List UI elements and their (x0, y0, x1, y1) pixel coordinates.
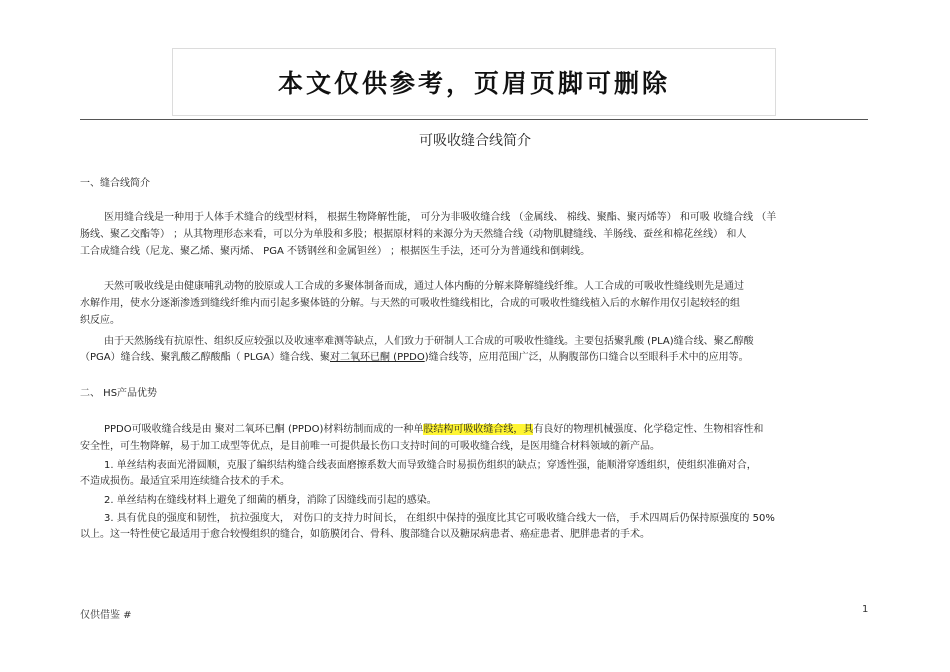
section-heading-1: 一、缝合线简介 (80, 178, 150, 189)
paragraph-line: 织反应。 (80, 315, 120, 326)
paragraph-line (80, 351, 870, 364)
section-heading-2: 二、 HS产品优势 (80, 388, 158, 399)
text-run: PPDO可吸收缝合线是由 聚对二氧环已酮 (PPDO)材料纺制而成的一种单 (104, 424, 424, 435)
header-rule (80, 119, 868, 120)
paragraph-line: 安全性，可生物降解，易于加工成型等优点，是目前唯一可提供最长伤口支持时间的可吸收缝合线，是医用缝合材料领域的新产品。 (80, 441, 660, 452)
footer-note: 仅供借鉴 # (80, 610, 132, 621)
paragraph-line: 肠线、聚乙交酯等） ；从其物理形态来看，可以分为单股和多股；根据原材料的来源分为天然缝合线（动物肌腱缝线、羊肠线、蚕丝和棉花丝线） 和人 (80, 229, 747, 240)
header-banner (172, 48, 776, 116)
text-run: （PGA）缝合线、聚乳酸乙醇酸酯（ PLGA）缝合线、聚 (80, 352, 330, 363)
list-item: 2. 单丝结构在缝线材料上避免了细菌的栖身，消除了因缝线而引起的感染。 (104, 495, 437, 506)
highlighted-text: 股结构可吸收缝合线，具 (423, 424, 534, 435)
text-run: )缝合线等，应用范围广泛，从胸腹部伤口缝合以至眼科手术中的应用等。 (424, 352, 749, 363)
page-number: 1 (862, 604, 869, 615)
underlined-text: 对二氧环已酮 (PPDO (330, 352, 425, 363)
paragraph-line: 天然可吸收线是由健康哺乳动物的胶原或人工合成的多聚体制备而成，通过人体内酶的分解来降解缝线纤维。人工合成的可吸收性缝线则先是通过 (104, 281, 744, 292)
paragraph-line: 由于天然肠线有抗原性、组织反应较强以及收速率难测等缺点，人们致力于研制人工合成的可吸收性缝线。主要包括聚乳酸 (PLA)缝合线、聚乙醇酸 (104, 336, 754, 347)
list-item: 不造成损伤。最适宜采用连续缝合技术的手术。 (80, 476, 290, 487)
list-item: 1. 单丝结构表面光滑圆顺，克服了编织结构缝合线表面磨擦系数大而导致缝合时易损伤组织的缺点；穿透性强，能顺滑穿透组织，使组织准确对合， (104, 460, 757, 471)
paragraph-line: 医用缝合线是一种用于人体手术缝合的线型材料， 根据生物降解性能， 可分为非吸收缝合线 （金属线、 棉线、聚酯、聚丙烯等） 和可吸 收缝合线 （羊 (104, 212, 777, 223)
list-item: 以上。这一特性使它最适用于愈合较慢组织的缝合，如筋膜闭合、骨科、腹部缝合以及糖尿病患者、癌症患者、肥胖患者的手术。 (80, 529, 650, 540)
paragraph-line: 水解作用，使水分逐渐渗透到缝线纤维内而引起多聚体链的分解。与天然的可吸收性缝线相比，合成的可吸收性缝线植入后的水解作用仅引起较轻的组 (80, 298, 740, 309)
text-run: 有良好的物理机械强度、化学稳定性、生物相容性和 (533, 424, 764, 435)
document-title: 可吸收缝合线简介 (419, 133, 531, 149)
paragraph-line: 工合成缝合线（尼龙、聚乙烯、聚丙烯、 PGA 不锈钢丝和金属钽丝） ；根据医生手法，还可分为普通线和倒刺线。 (80, 246, 591, 257)
paragraph-line (104, 423, 894, 436)
banner-text: 本文仅供参考，页眉页脚可删除 (277, 69, 670, 98)
list-item: 3. 具有优良的强度和韧性， 抗拉强度大， 对伤口的支持力时间长， 在组织中保持的强度比其它可吸收缝合线大一倍， 手术四周后仍保持原强度的 50% (104, 513, 775, 524)
